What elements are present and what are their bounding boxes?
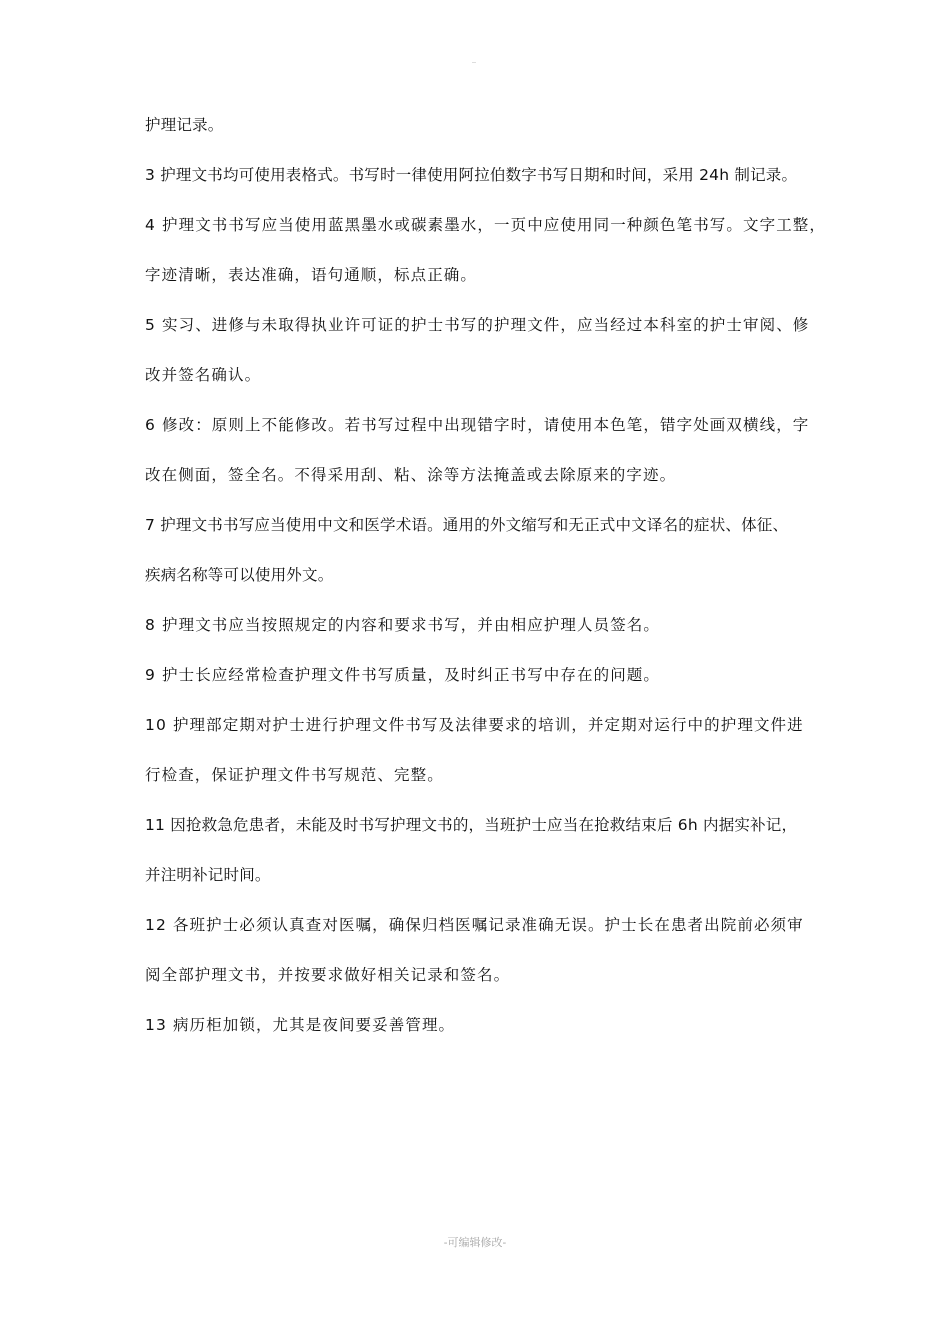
text-line: 10 护理部定期对护士进行护理文件书写及法律要求的培训，并定期对运行中的护理文件进: [145, 716, 804, 734]
header-mark: [472, 62, 476, 63]
text-line: 3 护理文书均可使用表格式。书写时一律使用阿拉伯数字书写日期和时间，采用 24h 制记录。: [145, 166, 798, 184]
text-line: 阅全部护理文书，并按要求做好相关记录和签名。: [145, 966, 511, 984]
text-line: 改并签名确认。: [145, 366, 262, 384]
text-line: 7 护理文书书写应当使用中文和医学术语。通用的外文缩写和无正式中文译名的症状、体征、: [145, 516, 789, 534]
page-footer: -可编辑修改-: [443, 1236, 507, 1249]
text-line: 5 实习、进修与未取得执业许可证的护士书写的护理文件，应当经过本科室的护士审阅、修: [145, 316, 810, 334]
text-line: 12 各班护士必须认真查对医嘱，确保归档医嘱记录准确无误。护士长在患者出院前必须审: [145, 916, 804, 934]
text-line: 13 病历柜加锁，尤其是夜间要妥善管理。: [145, 1016, 456, 1034]
text-line: 疾病名称等可以使用外文。: [145, 566, 334, 584]
document-body: [145, 106, 826, 1056]
text-line: 11 因抢救急危患者，未能及时书写护理文书的，当班护士应当在抢救结束后 6h 内据实补记，: [145, 816, 798, 834]
text-line: 字迹清晰，表达准确，语句通顺，标点正确。: [145, 266, 478, 284]
text-line: 护理记录。: [145, 116, 224, 134]
text-line: 改在侧面，签全名。不得采用刮、粘、涂等方法掩盖或去除原来的字迹。: [145, 466, 677, 484]
text-line: 8 护理文书应当按照规定的内容和要求书写，并由相应护理人员签名。: [145, 616, 660, 634]
text-line: 9 护士长应经常检查护理文件书写质量，及时纠正书写中存在的问题。: [145, 666, 660, 684]
text-line: 并注明补记时间。: [145, 866, 271, 884]
text-line: 6 修改：原则上不能修改。若书写过程中出现错字时，请使用本色笔，错字处画双横线，字: [145, 416, 810, 434]
text-line: 行检查，保证护理文件书写规范、完整。: [145, 766, 444, 784]
text-line: 4 护理文书书写应当使用蓝黑墨水或碳素墨水，一页中应使用同一种颜色笔书写。文字工整，: [145, 216, 826, 234]
